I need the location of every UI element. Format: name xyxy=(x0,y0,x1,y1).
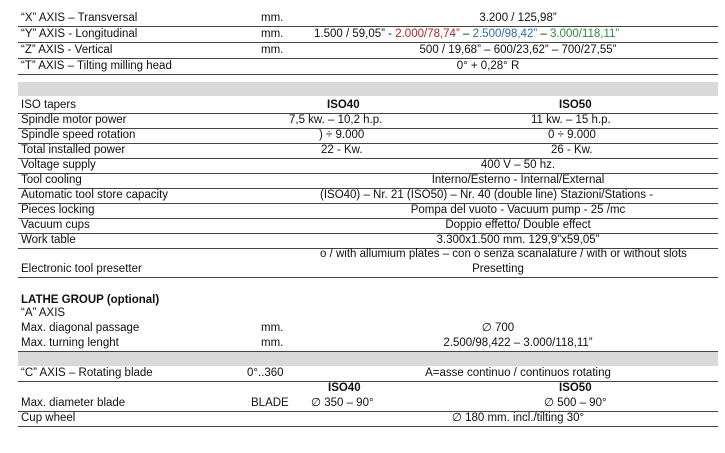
y-axis-sep: – xyxy=(459,28,473,40)
separator-band xyxy=(18,82,718,96)
total-power-iso50: 26 - Kw. xyxy=(551,144,593,156)
total-power-iso40: 22 - Kw. xyxy=(321,144,363,156)
y-axis-unit: mm. xyxy=(261,28,284,40)
diagonal-unit: mm. xyxy=(261,322,284,334)
cup-wheel-label: Cup wheel xyxy=(21,412,76,424)
tool-store-label: Automatic tool store capacity xyxy=(21,189,169,201)
row-spindle-speed xyxy=(18,128,718,144)
spindle-speed-label: Spindle speed rotation xyxy=(21,129,136,141)
row-t-axis xyxy=(18,59,718,75)
z-axis-value: 500 / 19,68” – 600/23,62” – 700/27,55” xyxy=(419,44,617,56)
t-axis-label: “T” AXIS – Tilting milling head xyxy=(21,60,172,72)
row-tool-store xyxy=(18,188,718,204)
blade-iso50: ∅ 500 – 90° xyxy=(544,397,607,409)
row-voltage xyxy=(18,158,718,174)
turning-unit: mm. xyxy=(261,337,284,349)
total-power-label: Total installed power xyxy=(21,144,126,156)
blade-unit: BLADE xyxy=(251,397,289,409)
spindle-power-label: Spindle motor power xyxy=(21,114,127,126)
voltage-label: Voltage supply xyxy=(21,159,96,171)
blade-label: Max. diameter blade xyxy=(21,397,126,409)
turning-label: Max. turning lenght xyxy=(21,337,119,349)
y-axis-value-2500: 2.500/98,42” xyxy=(472,28,538,40)
y-axis-value-2000: 2.000/78,74” xyxy=(395,28,460,40)
c-iso50-header: ISO50 xyxy=(559,382,592,394)
work-table-label: Work table xyxy=(21,234,76,246)
row-locking xyxy=(18,203,718,219)
tool-store-value: (ISO40) – Nr. 21 (ISO50) – Nr. 40 (double line) Stazioni/Stations - xyxy=(320,189,654,201)
row-presetter xyxy=(18,262,718,278)
row-c-axis-iso xyxy=(18,381,718,396)
z-axis-label: “Z” AXIS - Vertical xyxy=(21,44,113,56)
y-axis-value xyxy=(314,27,619,42)
z-axis-unit: mm. xyxy=(261,44,284,56)
row-spindle-power xyxy=(18,113,718,129)
row-z-axis xyxy=(18,43,718,59)
row-cooling xyxy=(18,173,718,189)
row-a-axis xyxy=(18,306,718,321)
vacuum-cups-value: Doppio effetto/ Double effect xyxy=(445,219,591,231)
lathe-title: LATHE GROUP (optional) xyxy=(21,294,160,306)
y-axis-label: “Y” AXIS - Longitudinal xyxy=(21,28,138,40)
presetter-label: Electronic tool presetter xyxy=(21,263,142,275)
turning-value: 2.500/98,422 – 3.000/118,11” xyxy=(443,337,593,349)
c-axis-range: 0°..360 xyxy=(247,367,284,379)
diagonal-label: Max. diagonal passage xyxy=(21,322,140,334)
cooling-label: Tool cooling xyxy=(21,174,82,186)
t-axis-value: 0° + 0,28° R xyxy=(456,60,520,72)
spindle-speed-iso50: 0 ÷ 9.000 xyxy=(548,129,596,141)
row-c-axis xyxy=(18,366,718,382)
presetter-value: Presetting xyxy=(472,263,524,275)
spindle-power-iso40: 7,5 kw. – 10,2 h.p. xyxy=(289,114,383,126)
row-turning xyxy=(18,336,718,352)
row-work-table-2 xyxy=(18,247,718,262)
locking-value: Pompa del vuoto - Vacuum pump - 25 /mc xyxy=(410,204,626,216)
cup-wheel-value: ∅ 180 mm. incl./tilting 30° xyxy=(451,412,585,424)
vacuum-cups-label: Vacuum cups xyxy=(21,219,90,231)
row-iso-tapers xyxy=(18,98,718,114)
c-axis-label: “C” AXIS – Rotating blade xyxy=(21,367,153,379)
row-diagonal xyxy=(18,321,718,336)
a-axis-label: “A” AXIS xyxy=(21,307,66,319)
x-axis-label: “X” AXIS – Transversal xyxy=(21,12,138,24)
diagonal-value: ∅ 700 xyxy=(481,322,515,334)
x-axis-value: 3.200 / 125,98” xyxy=(479,12,557,24)
row-y-axis xyxy=(18,27,718,43)
voltage-value: 400 V – 50 hz. xyxy=(480,159,556,171)
c-axis-value: A=asse continuo / continuos rotating xyxy=(425,367,611,379)
iso-tapers-label: ISO tapers xyxy=(21,99,76,111)
separator-band xyxy=(18,352,718,366)
blade-iso40: ∅ 350 – 90° xyxy=(311,397,374,409)
row-total-power xyxy=(18,143,718,159)
locking-label: Pieces locking xyxy=(21,204,95,216)
cooling-value: Interno/Esterno - Internal/External xyxy=(431,174,605,186)
row-cup-wheel xyxy=(18,411,718,427)
y-axis-value-3000: 3.000/118,11” xyxy=(549,28,620,40)
x-axis-unit: mm. xyxy=(261,12,284,24)
iso40-header: ISO40 xyxy=(327,99,360,111)
work-table-value: 3.300x1.500 mm. 129,9”x59,05” xyxy=(436,234,600,246)
work-table-value-2: o / with allumium plates – con o senza scanalature / with or without slots xyxy=(320,248,687,260)
iso50-header: ISO50 xyxy=(559,99,592,111)
row-blade xyxy=(18,396,718,412)
spindle-power-iso50: 11 kw. – 15 h.p. xyxy=(531,114,611,126)
row-x-axis xyxy=(18,11,718,27)
spindle-speed-iso40: ) ÷ 9.000 xyxy=(319,129,365,141)
y-axis-value-base: 1.500 / 59,05” - xyxy=(314,28,396,40)
c-iso40-header: ISO40 xyxy=(328,382,361,394)
y-axis-sep: – xyxy=(537,28,550,40)
row-vacuum-cups xyxy=(18,218,718,234)
